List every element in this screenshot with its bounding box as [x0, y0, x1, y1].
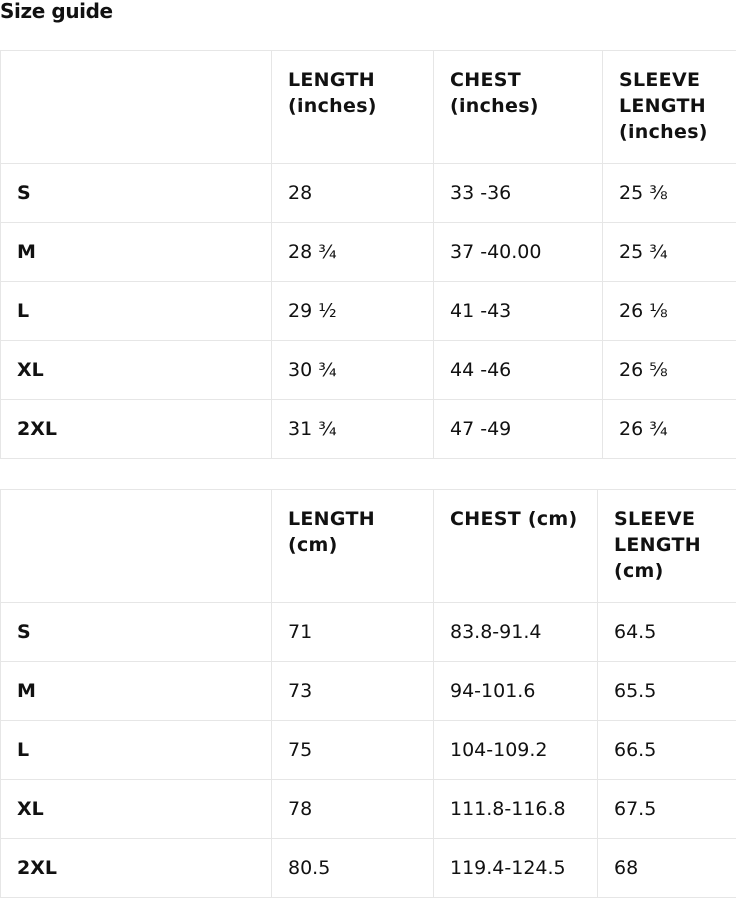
- length-value: 28 ¾: [272, 223, 434, 282]
- table-row: [1, 780, 736, 839]
- sleeve-length-value: 67.5: [598, 780, 736, 839]
- size-label: XL: [1, 341, 272, 400]
- table-row: [1, 282, 736, 341]
- sleeve-length-value: 68: [598, 839, 736, 898]
- length-value: 73: [272, 662, 434, 721]
- header-cell-length: LENGTH (inches): [272, 51, 434, 164]
- table-row: [1, 721, 736, 780]
- table-row: [1, 341, 736, 400]
- sleeve-length-value: 26 ¾: [603, 400, 736, 459]
- size-label: L: [1, 721, 272, 780]
- header-cell-chest: CHEST (inches): [434, 51, 603, 164]
- size-label: M: [1, 662, 272, 721]
- size-label: S: [1, 164, 272, 223]
- page-title: Size guide: [0, 0, 113, 23]
- chest-value: 104-109.2: [434, 721, 598, 780]
- table-row: [1, 839, 736, 898]
- chest-value: 111.8-116.8: [434, 780, 598, 839]
- table-row: [1, 603, 736, 662]
- header-cell-sleeve-length: SLEEVE LENGTH (cm): [598, 490, 736, 603]
- size-table-cm: [0, 489, 736, 898]
- sleeve-length-value: 26 ⅛: [603, 282, 736, 341]
- sleeve-length-value: 26 ⅝: [603, 341, 736, 400]
- table-header-row: [1, 490, 736, 603]
- header-cell-sleeve-length: SLEEVE LENGTH (inches): [603, 51, 736, 164]
- size-label: 2XL: [1, 839, 272, 898]
- header-cell-chest: CHEST (cm): [434, 490, 598, 603]
- table-row: [1, 223, 736, 282]
- chest-value: 119.4-124.5: [434, 839, 598, 898]
- chest-value: 37 -40.00: [434, 223, 603, 282]
- sleeve-length-value: 65.5: [598, 662, 736, 721]
- length-value: 80.5: [272, 839, 434, 898]
- chest-value: 41 -43: [434, 282, 603, 341]
- size-table-inches: [0, 50, 736, 459]
- length-value: 71: [272, 603, 434, 662]
- size-label: S: [1, 603, 272, 662]
- chest-value: 33 -36: [434, 164, 603, 223]
- header-cell-size: [1, 51, 272, 164]
- table-header-row: [1, 51, 736, 164]
- chest-value: 44 -46: [434, 341, 603, 400]
- size-label: XL: [1, 780, 272, 839]
- table-row: [1, 400, 736, 459]
- length-value: 78: [272, 780, 434, 839]
- sleeve-length-value: 25 ⅜: [603, 164, 736, 223]
- size-label: L: [1, 282, 272, 341]
- chest-value: 47 -49: [434, 400, 603, 459]
- size-label: 2XL: [1, 400, 272, 459]
- header-cell-length: LENGTH (cm): [272, 490, 434, 603]
- header-cell-size: [1, 490, 272, 603]
- chest-value: 94-101.6: [434, 662, 598, 721]
- chest-value: 83.8-91.4: [434, 603, 598, 662]
- length-value: 28: [272, 164, 434, 223]
- sleeve-length-value: 64.5: [598, 603, 736, 662]
- length-value: 29 ½: [272, 282, 434, 341]
- length-value: 31 ¾: [272, 400, 434, 459]
- sleeve-length-value: 25 ¾: [603, 223, 736, 282]
- length-value: 30 ¾: [272, 341, 434, 400]
- size-label: M: [1, 223, 272, 282]
- table-row: [1, 164, 736, 223]
- sleeve-length-value: 66.5: [598, 721, 736, 780]
- length-value: 75: [272, 721, 434, 780]
- table-row: [1, 662, 736, 721]
